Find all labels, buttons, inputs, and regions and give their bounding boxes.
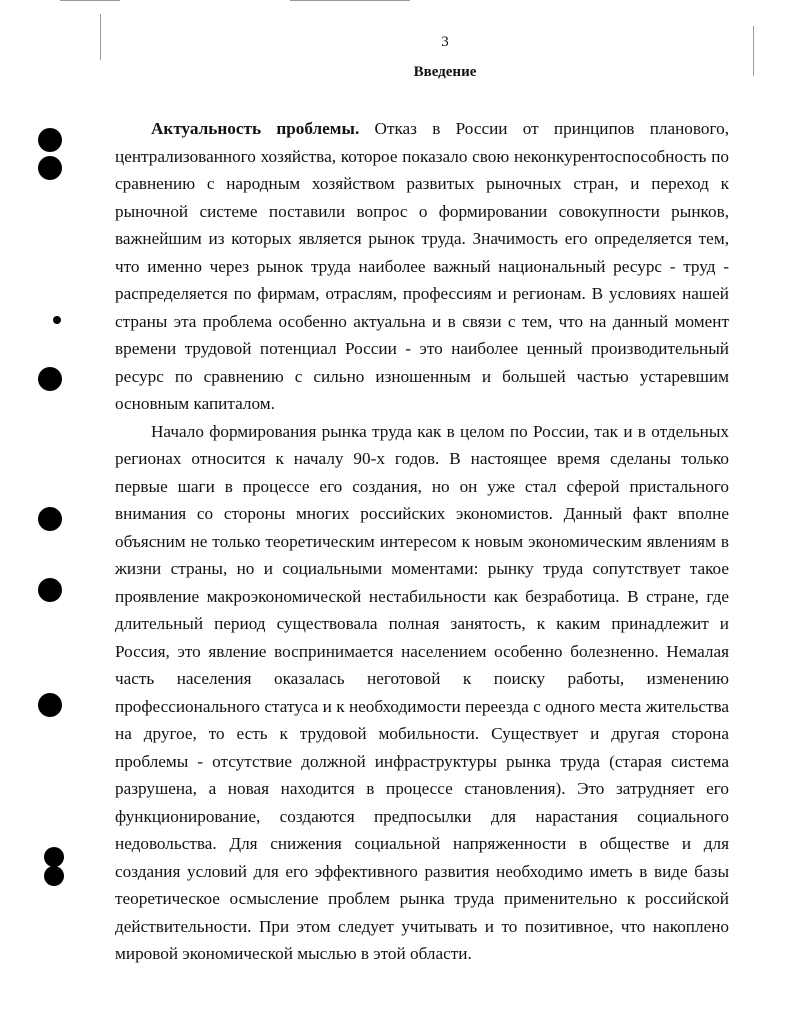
paragraph: [115, 115, 729, 418]
punch-hole: [44, 847, 64, 867]
page-number: 3: [441, 34, 449, 50]
scan-speck: [53, 316, 61, 324]
scan-edge-mark: [290, 0, 410, 1]
paragraph-text: Начало формирования рынка труда как в целом по России, так и в отдельных регионах относится к началу 90-х годов. В настоящее время сделаны только первые шаги в процессе его создания, но он уже стал сферой пристального внимания со стороны многих российских экономистов. Данный факт вполне объясним не только теоретическим интересом к новым экономическим явлениям в жизни страны, но и социальными моментами: рынку труда сопутствует такое проявление макроэкономической нестабильности как безработица. В стране, где длительный период существовала полная занятость, к каким принадлежит и Россия, это явление воспринимается населением особенно болезненно. Немалая часть населения оказалась неготовой к поиску работы, изменению профессионального статуса и к необходимости переезда с одного места жительства на другое, то есть к трудовой мобильности. Существует и другая сторона проблемы - отсутствие должной инфраструктуры рынка труда (старая система разрушена, а новая находится в процессе становления). Это затрудняет его функционирование, создаются предпосылки для нарастания социального недовольства. Для снижения социальной напряженности в обществе и для создания условий для его эффективного развития необходимо иметь в виде базы теоретическое осмысление проблем рынка труда применительно к российской действительности. При этом следует учитывать и то позитивное, что накоплено мировой экономической мыслью в этой области.: [115, 421, 729, 963]
punch-hole: [38, 367, 62, 391]
section-heading: Введение: [413, 64, 477, 80]
paragraph: [115, 418, 729, 968]
punch-hole: [38, 128, 62, 152]
punch-hole: [38, 507, 62, 531]
punch-hole: [44, 866, 64, 886]
scan-edge-mark: [60, 0, 120, 1]
punch-hole: [38, 578, 62, 602]
paragraph-lead: Актуальность проблемы.: [151, 119, 360, 138]
body-text: [115, 115, 729, 968]
punch-hole: [38, 156, 62, 180]
paragraph-text: Отказ в России от принципов планового, централизованного хозяйства, которое показало свою неконкурентоспособность по сравнению с народным хозяйством развитых рыночных стран, и переход к рыночной системе поставили вопрос о формировании совокупности рынков, важнейшим из которых является рынок труда. Значимость его определяется тем, что именно через рынок труда наиболее важный национальный ресурс - труд - распределяется по фирмам, отраслям, профессиям и регионам. В условиях нашей страны эта проблема особенно актуальна и в связи с тем, что на данный момент времени трудовой потенциал России - это наиболее ценный производительный ресурс по сравнению с сильно изношенным и большей частью устаревшим основным капиталом.: [115, 119, 729, 413]
punch-hole: [38, 693, 62, 717]
